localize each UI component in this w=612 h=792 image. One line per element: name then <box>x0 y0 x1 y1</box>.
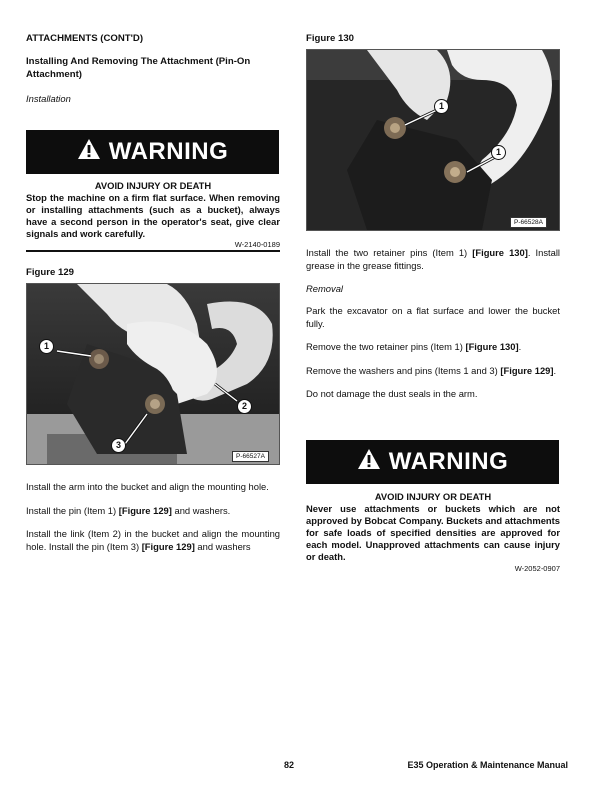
paragraph: Remove the two retainer pins (Item 1) [Figure 130]. <box>306 341 522 352</box>
paragraph: Do not damage the dust seals in the arm. <box>306 388 478 399</box>
page-number: 82 <box>284 760 295 770</box>
callout-1: 1 <box>39 339 54 354</box>
warning-word: WARNING <box>388 448 509 475</box>
procedure-title: Installing And Removing The Attachment (Pin-On Attachment) <box>26 56 251 80</box>
divider <box>26 250 280 252</box>
warning-code: W-2052-0907 <box>514 564 560 573</box>
warning-triangle-icon <box>357 448 381 477</box>
paragraph: Install the link (Item 2) in the bucket and align the mounting hole. Install the pin (Item 3) [Figure 129] and washers <box>26 528 280 552</box>
paragraph: Install the two retainer pins (Item 1) [Figure 130]. Install grease in the grease fittings. <box>306 247 561 271</box>
figure-reference: [Figure 129] <box>141 540 195 552</box>
manual-title: E35 Operation & Maintenance Manual <box>407 760 568 770</box>
figure-reference: [Figure 130] <box>472 247 528 258</box>
callout-2: 2 <box>237 399 252 414</box>
warning-title: AVOID INJURY OR DEATH <box>94 180 212 191</box>
callout-1: 1 <box>491 145 506 160</box>
warning-banner-left <box>26 130 279 174</box>
figure-129-photo <box>26 283 280 465</box>
left-body <box>26 481 280 553</box>
warning-banner-right <box>306 440 559 484</box>
warning-title: AVOID INJURY OR DEATH <box>374 491 492 502</box>
paragraph: Remove the washers and pins (Items 1 and 3) [Figure 129]. <box>306 364 557 376</box>
callout-3: 3 <box>111 438 126 453</box>
figure-129-label: Figure 129 <box>26 267 74 278</box>
paragraph: Install the arm into the bucket and align the mounting hole. <box>26 481 269 492</box>
paragraph: Park the excavator on a flat surface and lower the bucket fully. <box>306 305 560 329</box>
right-body <box>306 247 560 401</box>
warning-text: Stop the machine on a firm flat surface. When removing or installing attachments (such as a bucket), always have a second person in the operator's seat, give clear signals and work carefully. <box>26 192 280 239</box>
figure-130-label: Figure 130 <box>306 33 354 44</box>
figure-reference: [Figure 129] <box>118 504 172 516</box>
figure-reference: [Figure 129] <box>500 364 554 376</box>
installation-label: Installation <box>26 93 71 104</box>
removal-label: Removal <box>306 283 343 294</box>
photo-code: P-66528A <box>510 217 547 228</box>
callout-1: 1 <box>434 99 449 114</box>
warning-word: WARNING <box>108 138 229 165</box>
section-title: ATTACHMENTS (CONT'D) <box>26 33 144 44</box>
warning-code: W-2140-0189 <box>234 240 280 249</box>
paragraph: Install the pin (Item 1) [Figure 129] and washers. <box>26 504 231 516</box>
warning-text: Never use attachments or buckets which are not approved by Bobcat Company. Buckets and attachments for safe loads of specified densities are approved for each model. Unapproved attachments can cause injury or death. <box>306 503 560 562</box>
warning-triangle-icon <box>77 138 101 167</box>
figure-reference: [Figure 130] <box>465 341 519 352</box>
figure-130-photo <box>306 49 560 231</box>
photo-code: P-66527A <box>232 451 269 462</box>
